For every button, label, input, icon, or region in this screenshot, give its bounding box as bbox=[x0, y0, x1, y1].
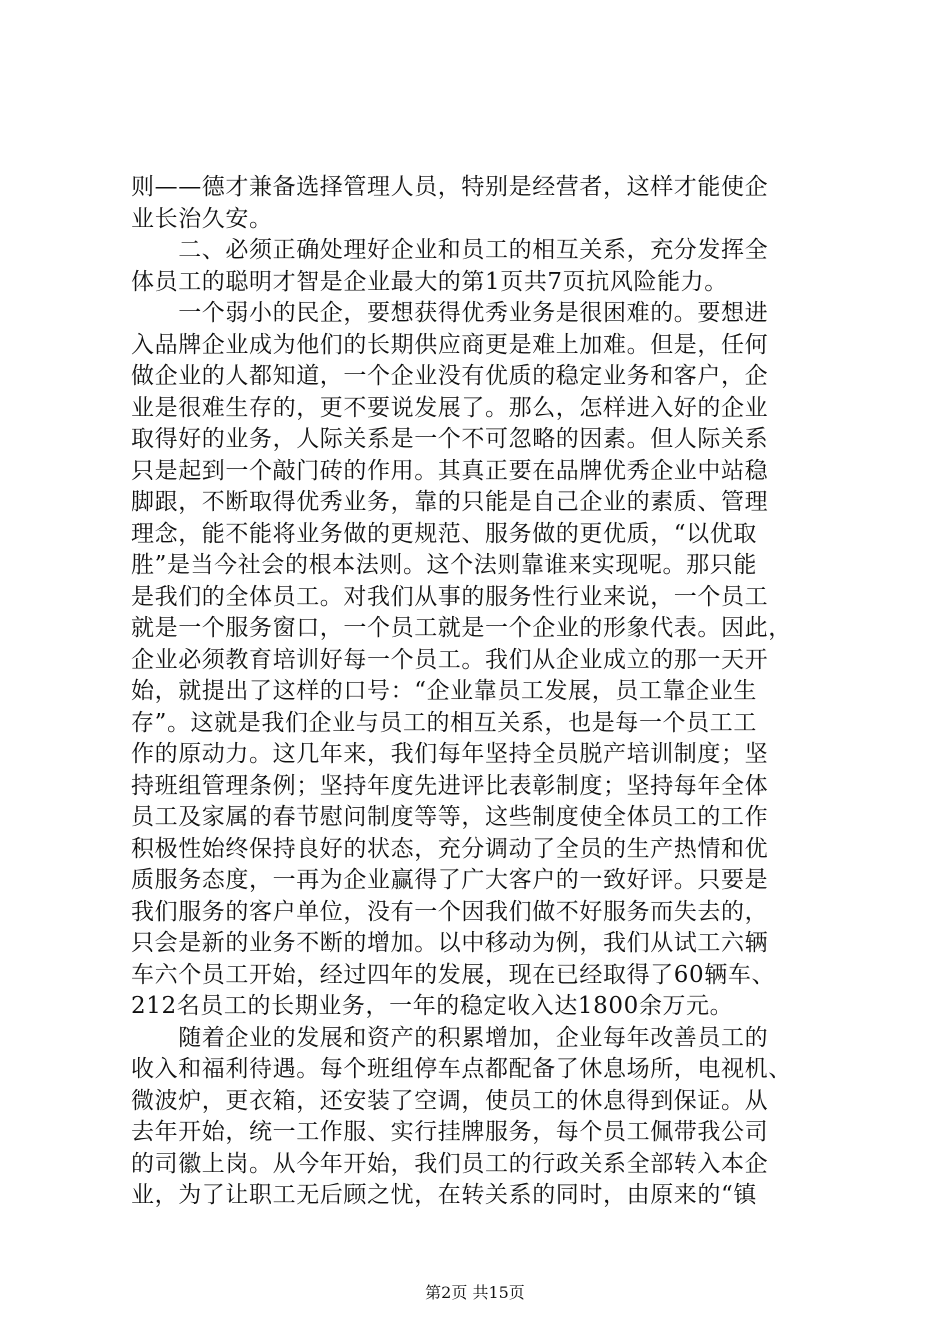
text-line: 业是很难生存的，更不要说发展了。那么，怎样进入好的企业 bbox=[131, 394, 769, 421]
text-line: 入品牌企业成为他们的长期供应商更是难上加难。但是，任何 bbox=[131, 331, 769, 358]
text-line: 212名员工的长期业务，一年的稳定收入达1800余万元。 bbox=[131, 993, 734, 1019]
text-line: 做企业的人都知道，一个企业没有优质的稳定业务和客户，企 bbox=[131, 363, 769, 389]
text-line: 员工及家属的春节慰问制度等等，这些制度使全体员工的工作 bbox=[131, 804, 769, 830]
text-line: 存”。这就是我们企业与员工的相互关系，也是每一个员工工 bbox=[131, 709, 757, 736]
text-line: 业，为了让职工无后顾之忧，在转关系的同时，由原来的“镇 bbox=[131, 1182, 757, 1208]
text-line: 积极性始终保持良好的状态，充分调动了全员的生产热情和优 bbox=[131, 835, 769, 862]
text-line: 企业必须教育培训好每一个员工。我们从企业成立的那一天开 bbox=[131, 646, 769, 673]
text-line: 理念，能不能将业务做的更规范、服务做的更优质，“以优取 bbox=[131, 520, 757, 547]
text-line: 只是起到一个敲门砖的作用。其真正要在品牌优秀企业中站稳 bbox=[131, 457, 769, 484]
text-line: 微波炉，更衣箱，还安装了空调，使员工的休息得到保证。从 bbox=[131, 1087, 769, 1114]
text-line: 车六个员工开始，经过四年的发展，现在已经取得了60辆车、 bbox=[131, 961, 776, 988]
text-line: 则——德才兼备选择管理人员，特别是经营者，这样才能使企 bbox=[131, 174, 769, 200]
text-line: 质服务态度，一再为企业赢得了广大客户的一致好评。只要是 bbox=[131, 867, 769, 893]
text-line: 是我们的全体员工。对我们从事的服务性行业来说，一个员工 bbox=[131, 583, 769, 610]
text-line: 体员工的聪明才智是企业最大的第1页共7页抗风险能力。 bbox=[131, 268, 728, 295]
text-line: 收入和福利待遇。每个班组停车点都配备了休息场所，电视机、 bbox=[131, 1056, 792, 1082]
body-text bbox=[131, 172, 831, 1212]
text-line: 我们服务的客户单位，没有一个因我们做不好服务而失去的， bbox=[131, 898, 769, 925]
text-line: 胜”是当今社会的根本法则。这个法则靠谁来实现呢。那只能 bbox=[131, 552, 757, 578]
text-line: 随着企业的发展和资产的积累增加，企业每年改善员工的 bbox=[131, 1024, 769, 1051]
text-line: 只会是新的业务不断的增加。以中移动为例，我们从试工六辆 bbox=[131, 930, 769, 956]
text-line: 脚跟，不断取得优秀业务，靠的只能是自己企业的素质、管理 bbox=[131, 489, 769, 515]
text-line: 一个弱小的民企，要想获得优秀业务是很困难的。要想进 bbox=[131, 300, 769, 326]
text-line: 取得好的业务，人际关系是一个不可忽略的因素。但人际关系 bbox=[131, 426, 769, 452]
text-line: 的司徽上岗。从今年开始，我们员工的行政关系全部转入本企 bbox=[131, 1150, 769, 1177]
page-footer: 第2页 共15页 bbox=[425, 1283, 525, 1302]
text-line: 就是一个服务窗口，一个员工就是一个企业的形象代表。因此， bbox=[131, 615, 792, 641]
text-line: 作的原动力。这几年来，我们每年坚持全员脱产培训制度；坚 bbox=[131, 741, 769, 767]
text-line: 始，就提出了这样的口号：“企业靠员工发展，员工靠企业生 bbox=[131, 678, 757, 704]
text-line: 持班组管理条例；坚持年度先进评比表彰制度；坚持每年全体 bbox=[131, 772, 769, 799]
text-line: 业长治久安。 bbox=[131, 205, 273, 232]
text-line: 去年开始，统一工作服、实行挂牌服务，每个员工佩带我公司 bbox=[131, 1119, 769, 1145]
text-line: 二、必须正确处理好企业和员工的相互关系，充分发挥全 bbox=[131, 237, 769, 263]
